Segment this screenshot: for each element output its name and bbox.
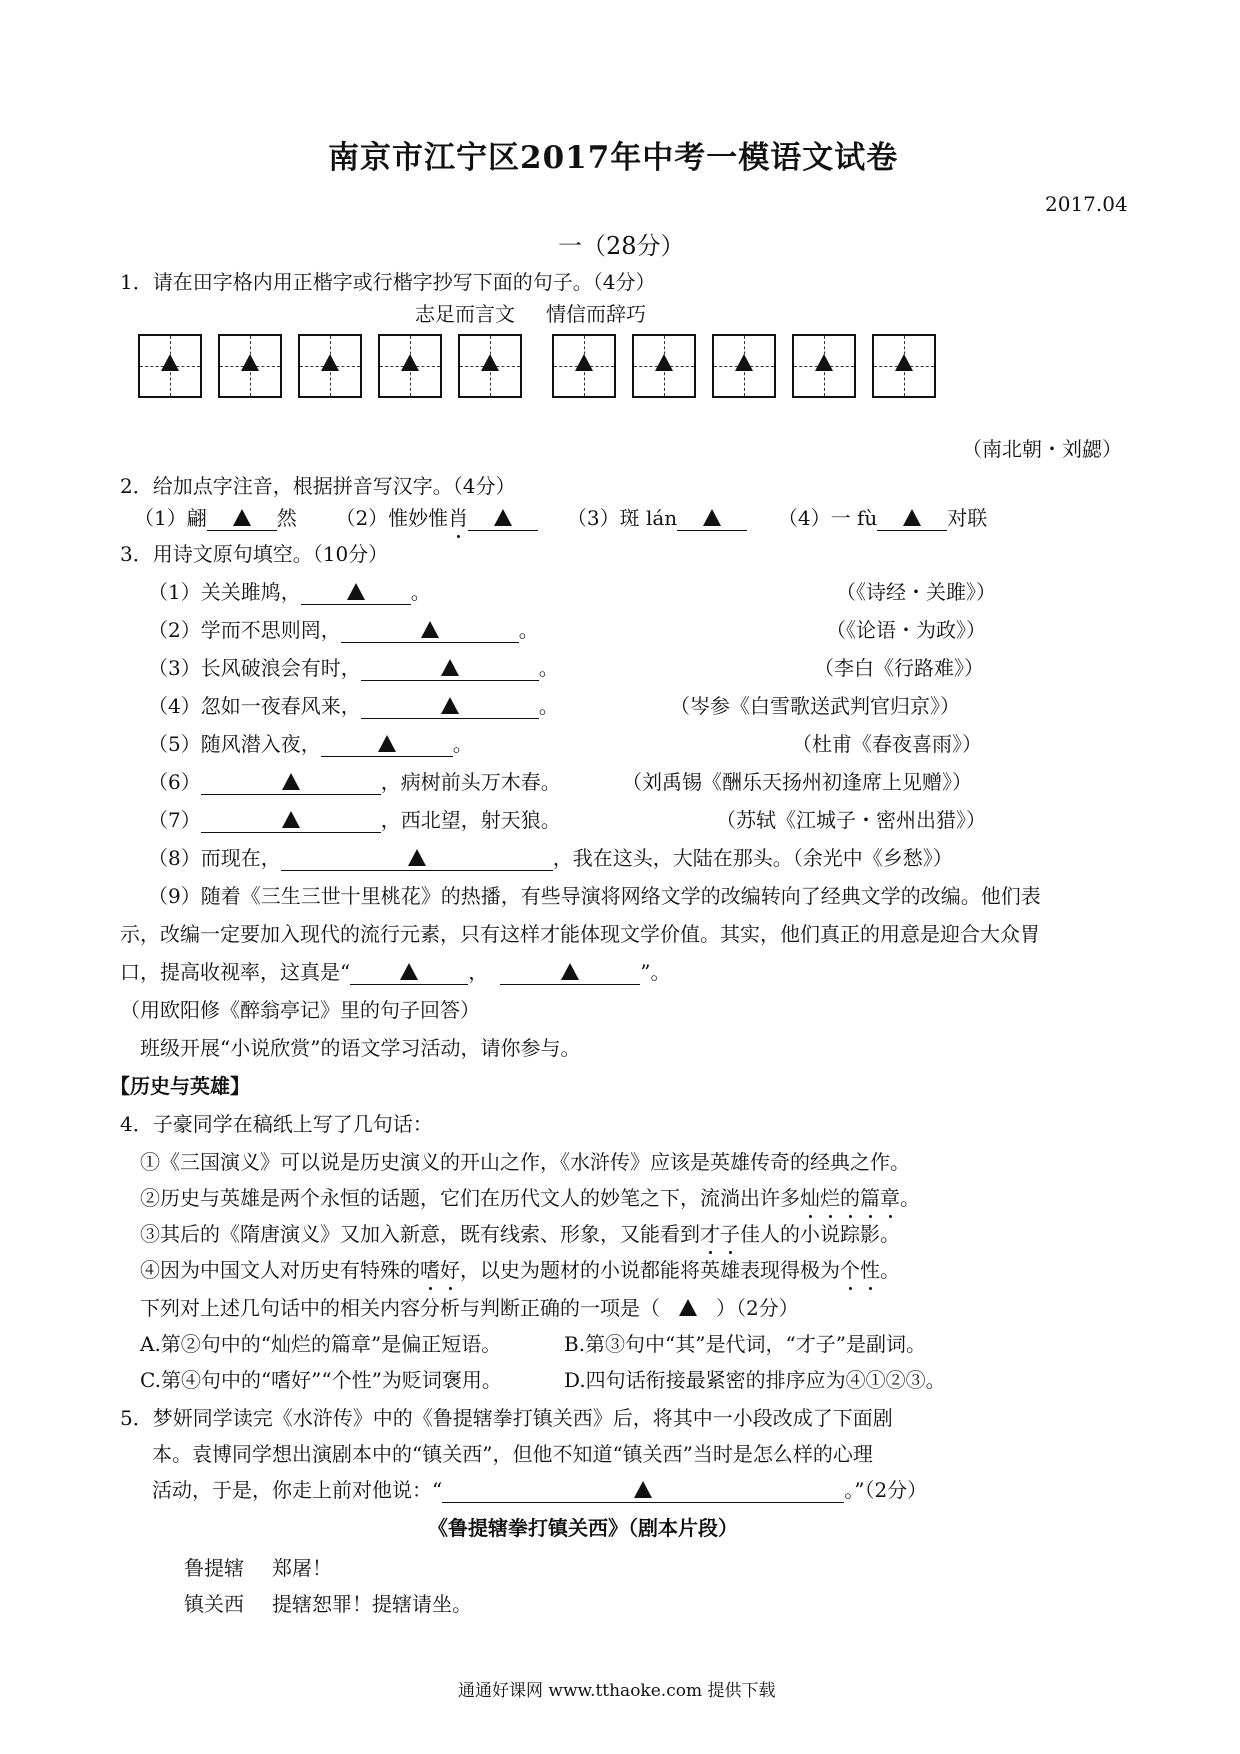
q1-prompt: 1．请在田字格内用正楷字或行楷字抄写下面的句子。（4分） (120, 270, 656, 294)
tian-grid-box[interactable] (712, 334, 776, 398)
q2-blank-2[interactable] (468, 506, 538, 531)
q2-i3-pre: （3）斑 lán (566, 506, 678, 530)
q3-line-4: （4）忽如一夜春风来， 。 (148, 694, 559, 718)
q3-source-6: （刘禹锡《酬乐天扬州初逢席上见赠》） (622, 770, 972, 794)
q3-blank-6[interactable] (201, 770, 381, 795)
answer-triangle-icon (321, 354, 339, 371)
answer-triangle-icon (575, 354, 593, 371)
answer-triangle-icon (679, 1299, 697, 1316)
q4-option-b: B.第③句中“其”是代词，“才子”是副词。 (564, 1332, 926, 1356)
q5-line-2: 本。袁博同学想出演剧本中的“镇关西”，但他不知道“镇关西”当时是怎么样的心理 (152, 1442, 873, 1466)
tian-grid-box[interactable] (792, 334, 856, 398)
q4-dotted-phrase: 灿烂的篇章 (800, 1186, 900, 1210)
answer-triangle-icon (400, 963, 418, 980)
q3-blank-2[interactable] (341, 618, 519, 643)
tian-grid-box[interactable] (378, 334, 442, 398)
q3-blank-9a[interactable] (350, 960, 468, 985)
answer-triangle-icon (903, 509, 921, 526)
q2-blank-4[interactable] (877, 506, 947, 531)
section-heading: 一（28分） (558, 232, 685, 260)
q3-line-5: （5）随风潜入夜， 。 (148, 732, 473, 756)
q3-line-2: （2）学而不思则罔， 。 (148, 618, 539, 642)
answer-triangle-icon (561, 963, 579, 980)
q3-source-2: （《论语・为政》） (826, 618, 986, 642)
page-title: 南京市江宁区2017年中考一模语文试卷 (328, 140, 899, 176)
answer-triangle-icon (401, 354, 419, 371)
q3-blank-5[interactable] (321, 732, 453, 757)
tian-grid-box[interactable] (218, 334, 282, 398)
q3-blank-7[interactable] (201, 808, 381, 833)
q4-dotted-phrase: 嗜好 (420, 1258, 460, 1282)
tian-grid-box[interactable] (632, 334, 696, 398)
q3-prompt: 3．用诗文原句填空。（10分） (120, 542, 389, 566)
q2-i2-pre: （2）惟妙惟 (335, 506, 449, 530)
answer-triangle-icon (233, 509, 251, 526)
q4-dotted-phrase: 才子 (700, 1222, 740, 1246)
q4-question: 下列对上述几句话中的相关内容分析与判断正确的一项是（ ）（2分） (140, 1296, 799, 1320)
answer-triangle-icon (895, 354, 913, 371)
q3-line-1: （1）关关雎鸠， 。 (148, 580, 431, 604)
answer-triangle-icon (282, 811, 300, 828)
q3-line-6: （6） ，病树前头万木春。 (148, 770, 561, 794)
script-title: 《鲁提辖拳打镇关西》（剧本片段） (428, 1516, 738, 1540)
q3-note: （用欧阳修《醉翁亭记》里的句子回答） (120, 998, 480, 1022)
answer-triangle-icon (347, 583, 365, 600)
answer-triangle-icon (408, 849, 426, 866)
script-line-1: 郑屠！ (272, 1556, 332, 1580)
q3-blank-8[interactable] (281, 846, 553, 871)
q2-prompt: 2．给加点字注音，根据拼音写汉字。（4分） (120, 474, 516, 498)
q2-i1-post: 然 (276, 506, 297, 530)
q3-line-7: （7） ，西北望，射天狼。 (148, 808, 561, 832)
q3-line-9a: （9）随着《三生三世十里桃花》的热播，有些导演将网络文学的改编转向了经典文学的改编。他们表 (148, 884, 1041, 908)
q5-line-3: 活动，于是，你走上前对他说：“ 。”（2分） (152, 1478, 928, 1502)
answer-triangle-icon (441, 697, 459, 714)
q2-blank-1[interactable] (207, 506, 277, 531)
answer-triangle-icon (481, 354, 499, 371)
q3-line-9b: 示，改编一定要加入现代的流行元素，只有这样才能体现文学价值。其实，他们真正的用意是迎合大众胃 (120, 922, 1040, 946)
exam-date: 2017.04 (1045, 192, 1128, 216)
script-line-2: 提辖恕罪！提辖请坐。 (272, 1592, 472, 1616)
q2-i1-pre: （1）翩 (134, 506, 207, 530)
q3-line-8: （8）而现在， ，我在这头，大陆在那头。（余光中《乡愁》） (148, 846, 953, 870)
tian-grid-box[interactable] (552, 334, 616, 398)
answer-triangle-icon (241, 354, 259, 371)
q2-i4-pre: （4）一 fù (777, 506, 878, 530)
script-role-2: 镇关西 (184, 1592, 244, 1616)
q3-blank-4[interactable] (361, 694, 539, 719)
q5-line-1: 5．梦妍同学读完《水浒传》中的《鲁提辖拳打镇关西》后，将其中一小段改成了下面剧 (120, 1406, 893, 1430)
q3-blank-1[interactable] (301, 580, 411, 605)
q2-items (134, 502, 987, 531)
q4-option-d: D.四句话衔接最紧密的排序应为④①②③。 (564, 1368, 946, 1392)
q1-source: （南北朝・刘勰） (962, 437, 1122, 461)
q3-blank-3[interactable] (361, 656, 539, 681)
q3-blank-9b[interactable] (500, 960, 640, 985)
q4-sentence-1: ①《三国演义》可以说是历史演义的开山之作，《水浒传》应该是英雄传奇的经典之作。 (140, 1150, 910, 1174)
footer-credit: 通通好课网 www.tthaoke.com 提供下载 (458, 1681, 776, 1701)
q4-answer-slot[interactable] (660, 1296, 716, 1320)
q3-source-3: （李白《行路难》） (814, 656, 984, 680)
answer-triangle-icon (421, 621, 439, 638)
tian-grid-box[interactable] (298, 334, 362, 398)
tian-grid-box[interactable] (458, 334, 522, 398)
q3-source-7: （苏轼《江城子・密州出猎》） (716, 808, 986, 832)
answer-triangle-icon (655, 354, 673, 371)
q4-sentence-3: ③其后的《隋唐演义》又加入新意，既有线索、形象，又能看到才子佳人的小说踪影。 (140, 1218, 900, 1247)
answer-triangle-icon (378, 735, 396, 752)
answer-triangle-icon (494, 509, 512, 526)
activity-intro: 班级开展“小说欣赏”的语文学习活动，请你参与。 (140, 1036, 581, 1060)
q4-option-a: A.第②句中的“灿烂的篇章”是偏正短语。 (140, 1332, 502, 1356)
q2-i2-dot: 肖 (448, 502, 468, 531)
answer-triangle-icon (735, 354, 753, 371)
answer-triangle-icon (441, 659, 459, 676)
answer-triangle-icon (634, 1481, 652, 1498)
q3-source-4: （岑参《白雪歌送武判官归京》） (670, 694, 960, 718)
script-role-1: 鲁提辖 (184, 1556, 244, 1580)
tian-grid-box[interactable] (138, 334, 202, 398)
q4-dotted-phrase: 个性 (840, 1258, 880, 1282)
q3-source-5: （杜甫《春夜喜雨》） (792, 732, 982, 756)
q1-sentence-a: 志足而言文 (415, 302, 515, 326)
q5-blank[interactable] (442, 1478, 844, 1503)
q4-prompt: 4．子豪同学在稿纸上写了几句话： (120, 1112, 433, 1136)
answer-triangle-icon (282, 773, 300, 790)
q3-line-9c: 口，提高收视率，这真是“ ， ”。 (120, 960, 671, 984)
answer-triangle-icon (703, 509, 721, 526)
q2-i4-post: 对联 (947, 506, 988, 530)
tian-grid-box[interactable] (872, 334, 936, 398)
q1-sentence-b: 情信而辞巧 (546, 302, 646, 326)
activity-heading: 【历史与英雄】 (110, 1074, 250, 1098)
q4-option-c: C.第④句中的“嗜好”“个性”为贬词褒用。 (140, 1368, 502, 1392)
q4-sentence-2: ②历史与英雄是两个永恒的话题，它们在历代文人的妙笔之下，流淌出许多灿烂的篇章。 (140, 1182, 920, 1211)
q3-line-3: （3）长风破浪会有时， 。 (148, 656, 559, 680)
answer-triangle-icon (161, 354, 179, 371)
q3-source-1: （《诗经・关雎》） (836, 580, 996, 604)
q2-blank-3[interactable] (677, 506, 747, 531)
answer-triangle-icon (815, 354, 833, 371)
q4-sentence-4: ④因为中国文人对历史有特殊的嗜好，以史为题材的小说都能将英雄表现得极为个性。 (140, 1254, 900, 1283)
